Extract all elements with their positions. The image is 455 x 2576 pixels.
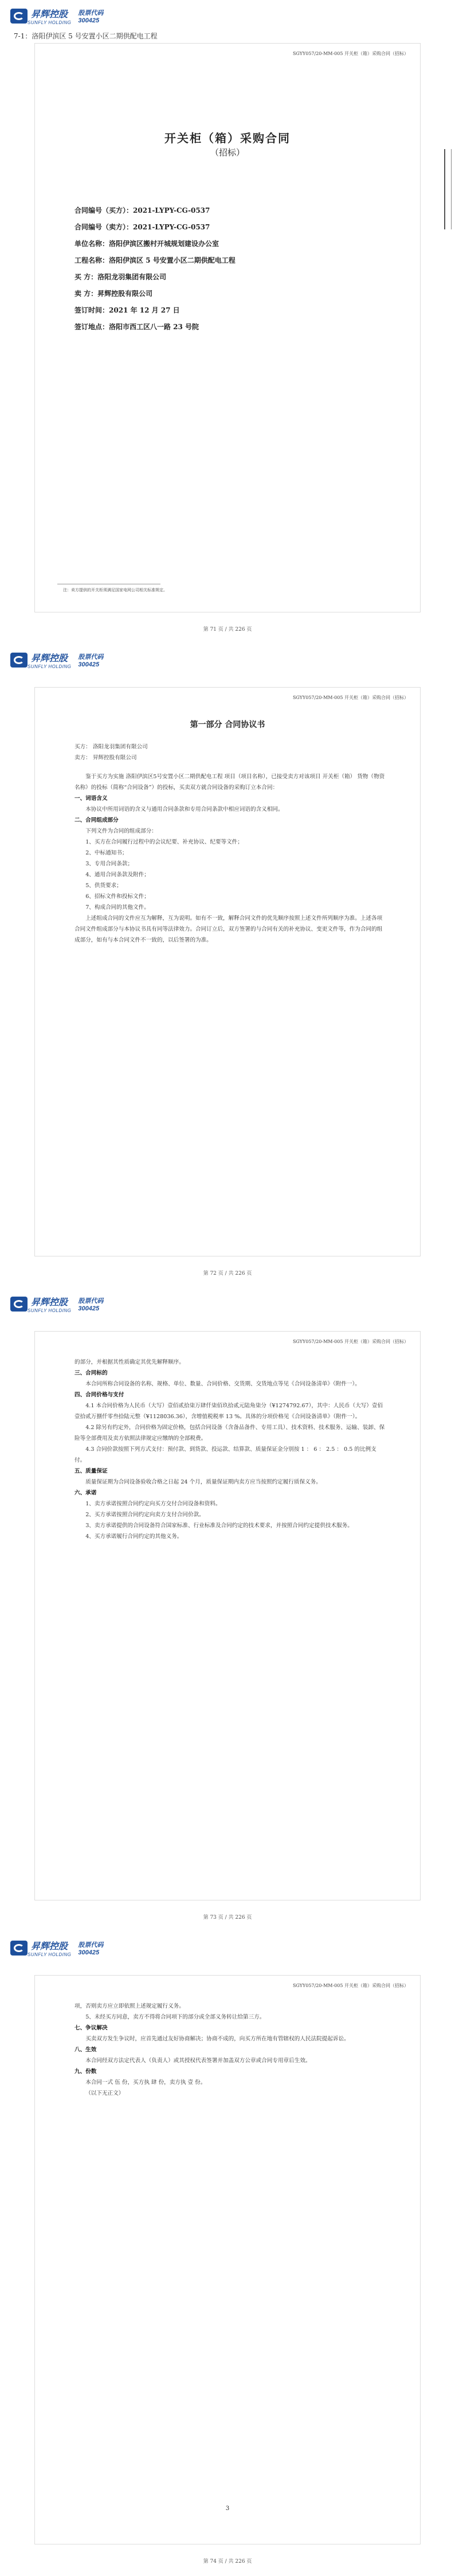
page-71 — [0, 0, 455, 644]
list-item: 6、招标文件和投标文件； — [85, 893, 150, 900]
section-heading: 七、争议解决 — [74, 2025, 108, 2031]
lead-text: 项，否则卖方应立即依照上述规定履行义务。 — [74, 2003, 185, 2009]
list-item: 3、专用合同条款； — [85, 861, 134, 867]
stock-code: 300425 — [78, 17, 100, 24]
section-body: 下列文件为合同的组成部分： — [85, 828, 157, 834]
section-body: 本协议中所用词语的含义与通用合同条款和专用合同条款中相应词语的含义相同。 — [85, 806, 284, 813]
brand-mark-icon — [10, 1941, 28, 1956]
section-heading: 五、质量保证 — [74, 1468, 108, 1474]
page-74 — [0, 1932, 455, 2576]
contract-subtitle: （招标） — [210, 147, 245, 158]
part-heading: 第一部分 合同协议书 — [190, 720, 265, 729]
page-72 — [0, 644, 455, 1288]
stock-code: 300425 — [78, 1949, 100, 1956]
brand-english: SUNFLY HOLDING — [28, 20, 72, 25]
list-item: 7、构成合同的其他文件。 — [85, 904, 150, 911]
lead-text: 5、未经买方同意，卖方不得将合同项下的部分或全部义务转让给第三方。 — [85, 2014, 265, 2020]
list-item: 3、卖方承诺提供的合同设备符合国家标准、行业标准及合同约定的技术要求，并按照合同约定提供技术服务。 — [85, 1523, 353, 1529]
page-footer: 第 72 页 / 共 226 页 — [203, 1271, 252, 1277]
brand-name: 昇辉控股 — [31, 1942, 68, 1951]
info-row: 买 方：洛阳龙羽集团有限公司 — [74, 273, 167, 281]
doc-code: SGYY057/20-MM-005 开关柜（箱）采购合同（招标） — [292, 695, 409, 700]
section-heading: 八、生效 — [74, 2047, 97, 2053]
list-item: 1、卖方承诺按照合同约定向买方交付合同设备和资料。 — [85, 1501, 221, 1507]
info-row: 工程名称：洛阳伊滨区 5 号安置小区二期供配电工程 — [74, 256, 236, 264]
section-body: 本合同经双方法定代表人（负责人）或其授权代表签署并加盖双方公章或合同专用章后生效。 — [85, 2058, 311, 2064]
brand-mark-icon — [10, 1297, 28, 1312]
page-footer: 第 71 页 / 共 226 页 — [203, 627, 252, 633]
section-heading: 六、承诺 — [74, 1490, 97, 1496]
stock-label: 股票代码 — [78, 10, 104, 17]
brand-english: SUNFLY HOLDING — [28, 664, 72, 669]
section-body: 买卖双方发生争议时，应首先通过友好协商解决；协商不成的，向买方所在地有管辖权的人民法院提起诉讼。 — [85, 2036, 350, 2042]
info-row: 单位名称：洛阳伊滨区搬村开城规划建设办公室 — [74, 240, 219, 248]
list-item: 5、供货要求； — [85, 883, 122, 889]
agreement-body — [74, 1357, 386, 1542]
info-row: 签订地点：洛阳市西工区八一路 23 号院 — [74, 323, 199, 331]
section-heading: 九、份数 — [74, 2068, 97, 2075]
brand-logo — [10, 652, 103, 668]
end-of-text: （以下无正文） — [85, 2090, 124, 2097]
brand-english: SUNFLY HOLDING — [28, 1308, 72, 1313]
page-footer: 第 74 页 / 共 226 页 — [203, 2559, 252, 2565]
brand-mark-icon — [10, 9, 28, 24]
info-row: 卖 方：昇辉控股有限公司 — [74, 290, 153, 298]
brand-english: SUNFLY HOLDING — [28, 1952, 72, 1957]
brand-mark-icon — [10, 653, 28, 668]
brand-logo — [10, 1940, 103, 1956]
agreement-body — [74, 741, 386, 946]
binding-stamp-icon — [444, 149, 452, 229]
contract-info — [74, 202, 236, 335]
brand-name: 昇辉控股 — [31, 654, 68, 663]
stock-label: 股票代码 — [78, 1942, 104, 1949]
agreement-body — [74, 2001, 386, 2099]
info-row: 合同编号（买方）：2021-LYPY-CG-0537 — [74, 206, 210, 214]
list-item: 4、买方承诺履行合同约定的其他义务。 — [85, 1533, 183, 1540]
stock-label: 股票代码 — [78, 1298, 104, 1305]
footnote: 注：卖方提供的开关柜须满足国家电网公司相关标准规定。 — [63, 588, 167, 592]
section-body: 上述组成合同的文件应互为解释，互为说明。如有不一致，解释合同文件的优先顺序按照上述文件所列顺序为准。上述各项合同文件组成部分与本协议书具有同等法律效力。合同订立后，双方签署的与合同有关的补充协议、变更文件等，作为合同的组成部分，如有与本合同文件不一致的，以后签署的为准。 — [74, 915, 383, 943]
stock-label: 股票代码 — [78, 654, 104, 661]
section-heading: 三、合同标的 — [74, 1370, 108, 1376]
section-heading: 二、合同组成部分 — [74, 817, 119, 823]
page-footer: 第 73 页 / 共 226 页 — [203, 1915, 252, 1921]
buyer-line: 买方： 洛阳龙羽集团有限公司 — [74, 744, 148, 750]
brand-name: 昇辉控股 — [31, 10, 68, 19]
doc-code: SGYY057/20-MM-005 开关柜（箱）采购合同（招标） — [292, 51, 409, 56]
brand-logo — [10, 1296, 103, 1312]
seller-line: 卖方： 昇辉控股有限公司 — [74, 755, 137, 761]
section-body: 4.3 合同价款按照下列方式支付：预付款、到货款、投运款、结算款、质量保证金分别按 1 ： 6 ： 2.5 ： 0.5 的比例支付。 — [74, 1446, 376, 1463]
stock-code: 300425 — [78, 661, 100, 668]
brand-name: 昇辉控股 — [31, 1298, 68, 1307]
intro-paragraph: 鉴于买方为实施 洛阳伊滨区5号安置小区二期供配电工程 项目（项目名称），已接受卖方对该项目 开关柜（箱） 货物（物资名称）的投标（简称“合同设备”）的投标，买卖双方就合同设备的采购订立本合同： — [74, 774, 385, 791]
list-item: 2、买方承诺按照合同约定向卖方支付合同价款。 — [85, 1512, 205, 1518]
doc-code: SGYY057/20-MM-005 开关柜（箱）采购合同（招标） — [292, 1339, 409, 1344]
list-item: 4、通用合同条款及附件； — [85, 872, 150, 878]
section-heading: 四、合同价格与支付 — [74, 1392, 124, 1398]
inner-page-number: 3 — [225, 2505, 230, 2512]
lead-text: 的部分，并根据其性质确定其优先解释顺序。 — [74, 1359, 185, 1365]
list-item: 2、中标通知书； — [85, 850, 128, 856]
section-body: 本合同所称合同设备的名称、规格、单位、数量、合同价格、交货期、交货地点等见《合同设备清单》（附件一）。 — [85, 1381, 360, 1387]
contract-title: 开关柜（箱）采购合同 — [164, 131, 291, 145]
section-body: 本合同一式 伍 份，买方执 肆 份，卖方执 壹 份。 — [85, 2079, 206, 2086]
section-body: 4.1 本合同价格为人民币（大写）壹佰贰拾柒万肆仟柒佰玖拾贰元陆角柒分（¥1274792.67），其中：人民币（大写）壹佰壹拾贰万捌仟零叁拾陆元整（¥1128036.36），含增值税税率 13 %。具体的分项价格见《合同设备清单》（附件一）。 — [74, 1403, 383, 1420]
section-title: 7-1：洛阳伊滨区 5 号安置小区二期供配电工程 — [14, 32, 158, 40]
section-body: 质量保证期为合同设备验收合格之日起 24 个月，质量保证期内卖方应当按照约定履行质保义务。 — [85, 1479, 321, 1485]
section-heading: 一、词语含义 — [74, 795, 108, 802]
page-73 — [0, 1288, 455, 1932]
brand-logo — [10, 8, 103, 24]
stock-code: 300425 — [78, 1305, 100, 1312]
list-item: 1、买方在合同履行过程中的会议纪要、补充协议、纪要等文件； — [85, 839, 243, 845]
info-row: 合同编号（卖方）：2021-LYPY-CG-0537 — [74, 223, 210, 231]
section-body: 4.2 除另有约定外，合同价格为固定价格，包括合同设备（含备品备件、专用工具）、技术资料、技术服务、运输、装卸、保险等全部费用及卖方依照法律规定应缴纳的全部税费。 — [74, 1424, 385, 1442]
doc-code: SGYY057/20-MM-005 开关柜（箱）采购合同（招标） — [292, 1983, 409, 1988]
info-row: 签订时间：2021 年 12 月 27 日 — [74, 306, 180, 314]
